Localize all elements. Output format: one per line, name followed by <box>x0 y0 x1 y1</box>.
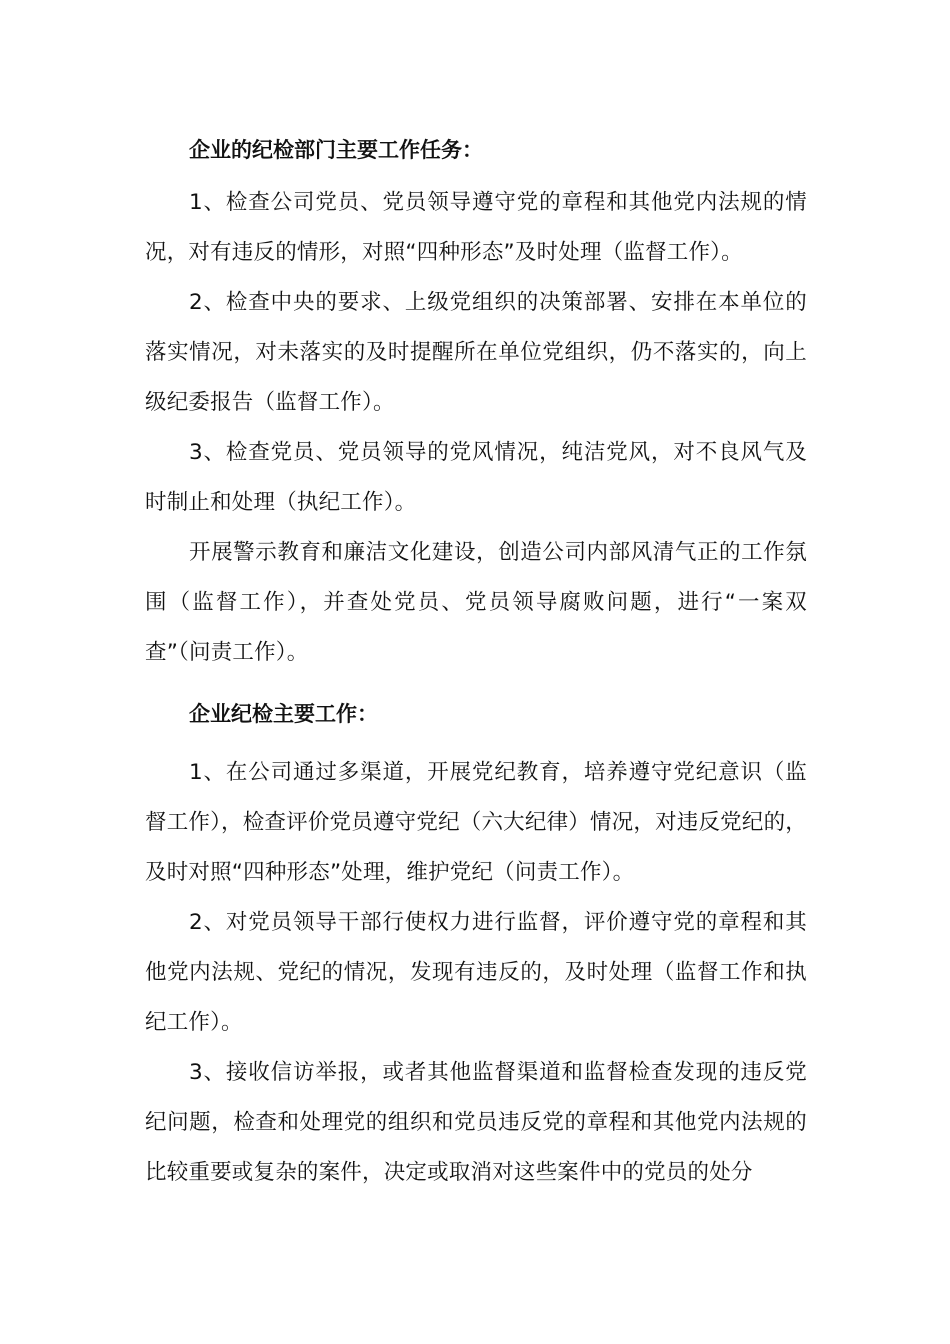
section-2-paragraph-3: 3、接收信访举报，或者其他监督渠道和监督检查发现的违反党纪问题，检查和处理党的组织和党员违反党的章程和其他党内法规的比较重要或复杂的案件，决定或取消对这些案件中的党员的处分 <box>145 1060 807 1185</box>
section-2-heading: 企业纪检主要工作： <box>189 702 378 726</box>
section-2-paragraph-2: 2、对党员领导干部行使权力进行监督，评价遵守党的章程和其他党内法规、党纪的情况，发现有违反的，及时处理（监督工作和执纪工作）。 <box>145 910 807 1035</box>
section-1-paragraph-4: 开展警示教育和廉洁文化建设，创造公司内部风清气正的工作氛围（监督工作），并查处党员、党员领导腐败问题，进行“一案双查”（问责工作）。 <box>145 540 807 665</box>
document-page <box>145 125 807 1198</box>
section-1-heading: 企业的纪检部门主要工作任务： <box>189 138 483 162</box>
section-1-paragraph-2: 2、检查中央的要求、上级党组织的决策部署、安排在本单位的落实情况，对未落实的及时提醒所在单位党组织，仍不落实的，向上级纪委报告（监督工作）。 <box>145 290 807 415</box>
section-1-paragraph-1: 1、检查公司党员、党员领导遵守党的章程和其他党内法规的情况，对有违反的情形，对照“四种形态”及时处理（监督工作）。 <box>145 190 807 265</box>
section-1-paragraph-3: 3、检查党员、党员领导的党风情况，纯洁党风，对不良风气及时制止和处理（执纪工作）。 <box>145 440 807 515</box>
section-2-paragraph-1: 1、在公司通过多渠道，开展党纪教育，培养遵守党纪意识（监督工作），检查评价党员遵守党纪（六大纪律）情况，对违反党纪的，及时对照“四种形态”处理，维护党纪（问责工作）。 <box>145 760 807 885</box>
